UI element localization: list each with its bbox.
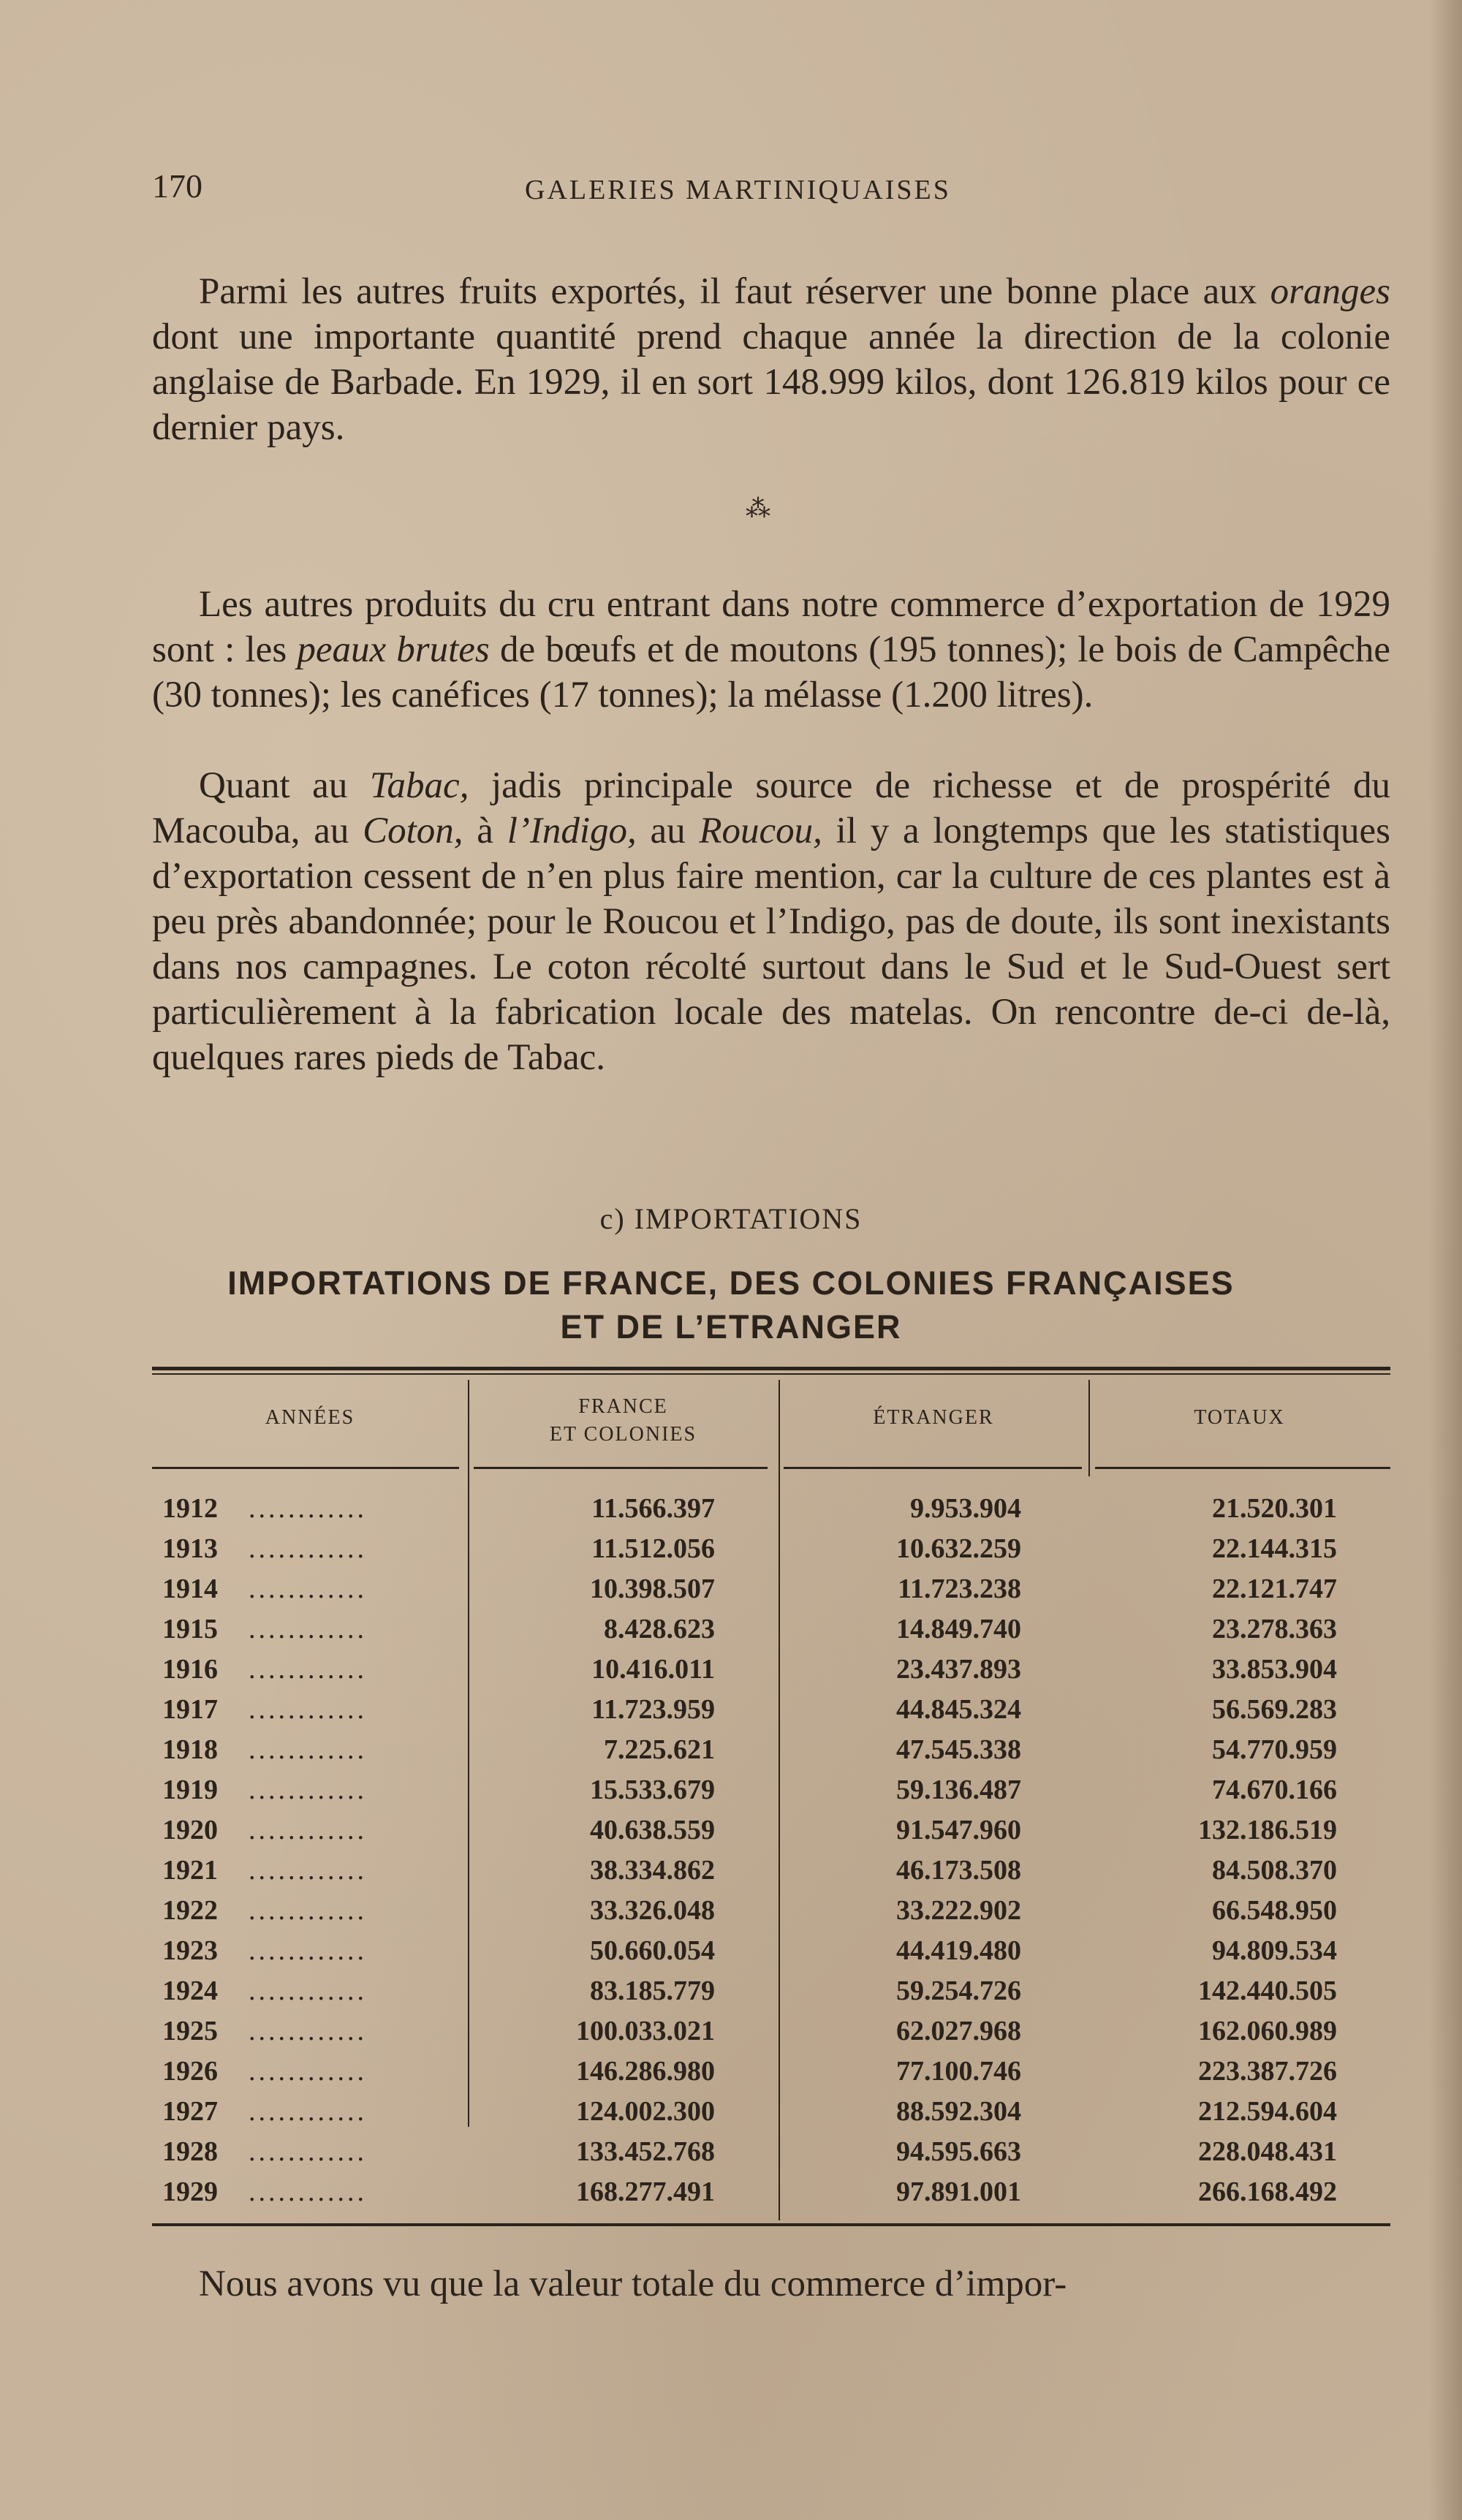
total-cell: 132.186.519 (1198, 1815, 1337, 1845)
france-cell: 124.002.300 (576, 2096, 715, 2127)
france-cell: 11.723.959 (591, 1694, 715, 1725)
france-cell: 133.452.768 (576, 2136, 715, 2167)
total-cell: 33.853.904 (1212, 1654, 1337, 1685)
header-underline (474, 1467, 768, 1469)
total-cell: 22.144.315 (1212, 1533, 1337, 1564)
year-cell: 1916 (162, 1654, 218, 1685)
france-cell: 100.033.021 (576, 2016, 715, 2046)
emphasis-peaux-brutes: peaux brutes (297, 629, 490, 670)
table-row (152, 1573, 1390, 1613)
year-cell: 1925 (162, 2016, 218, 2046)
table-body (152, 1492, 1390, 2216)
paragraph-text: Parmi les autres fruits exportés, il faut réserver une bonne place aux (199, 271, 1270, 312)
header-underline (1095, 1467, 1390, 1469)
asterism-separator: ⁂ (746, 496, 770, 523)
column-header-france (468, 1393, 779, 1449)
paragraph-text: de bœufs et de moutons (195 tonnes); le bois de Campêche (30 tonnes); les canéfices (17 tonnes); la mélasse (1.200 litres). (152, 629, 1390, 716)
table-row (152, 1533, 1390, 1573)
year-cell: 1918 (162, 1734, 218, 1765)
france-cell: 11.512.056 (591, 1533, 715, 1564)
total-cell: 23.278.363 (1212, 1614, 1337, 1644)
year-cell: 1919 (162, 1775, 218, 1805)
paragraph-text: à (463, 811, 507, 851)
leader-dots: ............ (249, 1976, 367, 2006)
leader-dots: ............ (249, 2096, 367, 2127)
paragraph-text: Quant au (199, 765, 370, 806)
total-cell: 74.670.166 (1212, 1775, 1337, 1805)
table-title-line1: IMPORTATIONS DE FRANCE, DES COLONIES FRANÇAISES (227, 1264, 1235, 1302)
column-header-totaux: TOTAUX (1194, 1406, 1285, 1429)
etranger-cell: 59.254.726 (896, 1976, 1021, 2006)
emphasis-oranges: oranges (1270, 271, 1390, 312)
paragraph-text: au (636, 811, 700, 851)
leader-dots: ............ (249, 1493, 367, 1524)
france-cell: 168.277.491 (576, 2176, 715, 2207)
france-cell: 15.533.679 (590, 1775, 715, 1805)
total-cell: 22.121.747 (1212, 1574, 1337, 1604)
table-row (152, 1935, 1390, 1975)
table-title-line2: ET DE L’ETRANGER (560, 1308, 902, 1346)
table-row (152, 2015, 1390, 2055)
etranger-cell: 44.845.324 (896, 1694, 1021, 1725)
header-underline (152, 1467, 459, 1469)
table-row (152, 1854, 1390, 1894)
total-cell: 21.520.301 (1212, 1493, 1337, 1524)
column-header-years: ANNÉES (265, 1406, 355, 1429)
total-cell: 212.594.604 (1198, 2096, 1337, 2127)
paragraph-text: Les autres produits du cru entrant dans notre commerce d’exportation de 1929 sont : les (152, 584, 1390, 670)
leader-dots: ............ (249, 2056, 367, 2087)
header-underline (784, 1467, 1082, 1469)
paragraph-tabac (152, 763, 1390, 1080)
paragraph-conclusion (152, 2261, 1390, 2307)
france-cell: 146.286.980 (576, 2056, 715, 2087)
table-top-rule-thin (152, 1373, 1390, 1375)
leader-dots: ............ (249, 1935, 367, 1966)
page-number: 170 (152, 167, 202, 205)
year-cell: 1913 (162, 1533, 218, 1564)
table-row (152, 1814, 1390, 1854)
etranger-cell: 97.891.001 (896, 2176, 1021, 2207)
paragraph-text: dont une importante quantité prend chaque année la direction de la colonie anglaise de Barbade. En 1929, il en sort 148.999 kilos, dont 126.819 kilos pour ce dernier pays. (152, 316, 1390, 448)
year-cell: 1915 (162, 1614, 218, 1644)
year-cell: 1926 (162, 2056, 218, 2087)
year-cell: 1917 (162, 1694, 218, 1725)
total-cell: 266.168.492 (1198, 2176, 1337, 2207)
year-cell: 1927 (162, 2096, 218, 2127)
year-cell: 1928 (162, 2136, 218, 2167)
table-row (152, 1774, 1390, 1814)
table-row (152, 2095, 1390, 2136)
table-row (152, 1613, 1390, 1653)
paragraph-text: Nous avons vu que la valeur totale du commerce d’impor- (199, 2263, 1067, 2304)
table-row (152, 1492, 1390, 1533)
etranger-cell: 46.173.508 (896, 1855, 1021, 1886)
year-cell: 1923 (162, 1935, 218, 1966)
total-cell: 162.060.989 (1198, 2016, 1337, 2046)
section-heading: c) IMPORTATIONS (599, 1202, 863, 1235)
etranger-cell: 33.222.902 (896, 1895, 1021, 1926)
etranger-cell: 47.545.338 (896, 1734, 1021, 1765)
table-top-rule (152, 1367, 1390, 1370)
etranger-cell: 62.027.968 (896, 2016, 1021, 2046)
france-cell: 10.398.507 (590, 1574, 715, 1604)
leader-dots: ............ (249, 2136, 367, 2167)
emphasis-indigo: l’Indigo, (507, 811, 637, 851)
leader-dots: ............ (249, 1654, 367, 1685)
year-cell: 1924 (162, 1976, 218, 2006)
paragraph-text: il y a longtemps que les statistiques d’exportation cessent de n’en plus faire mention, car la culture de ces plantes est à peu près abandonnée; pour le Roucou et l’Indigo, pas de doute, ils sont inexistants dans nos campagnes. Le coton récolté surtout dans le Sud et le Sud-Ouest sert particulièrement à la fabrication locale des matelas. On rencontre de-ci de-là, quelques rares pieds de Tabac. (152, 811, 1391, 1078)
france-cell: 40.638.559 (590, 1815, 715, 1845)
leader-dots: ............ (249, 2176, 367, 2207)
paragraph-oranges (152, 269, 1390, 450)
leader-dots: ............ (249, 1815, 367, 1845)
total-cell: 66.548.950 (1212, 1895, 1337, 1926)
leader-dots: ............ (249, 1855, 367, 1886)
total-cell: 84.508.370 (1212, 1855, 1337, 1886)
year-cell: 1912 (162, 1493, 218, 1524)
paragraph-other-products (152, 582, 1390, 718)
etranger-cell: 88.592.304 (896, 2096, 1021, 2127)
table-row (152, 1975, 1390, 2015)
france-cell: 11.566.397 (591, 1493, 715, 1524)
france-cell: 38.334.862 (590, 1855, 715, 1886)
etranger-cell: 94.595.663 (896, 2136, 1021, 2167)
table-row (152, 1894, 1390, 1935)
etranger-cell: 10.632.259 (896, 1533, 1021, 1564)
page-header (152, 167, 1366, 218)
year-cell: 1922 (162, 1895, 218, 1926)
etranger-cell: 9.953.904 (910, 1493, 1021, 1524)
leader-dots: ............ (249, 1775, 367, 1805)
table-row (152, 1693, 1390, 1734)
france-cell: 8.428.623 (604, 1614, 715, 1644)
etranger-cell: 91.547.960 (896, 1815, 1021, 1845)
total-cell: 228.048.431 (1198, 2136, 1337, 2167)
france-cell: 33.326.048 (590, 1895, 715, 1926)
year-cell: 1914 (162, 1574, 218, 1604)
etranger-cell: 77.100.746 (896, 2056, 1021, 2087)
emphasis-coton: Coton, (363, 811, 463, 851)
table-row (152, 2055, 1390, 2095)
running-title: GALERIES MARTINIQUAISES (525, 175, 951, 205)
leader-dots: ............ (249, 1574, 367, 1604)
imports-table (152, 1367, 1390, 2235)
etranger-cell: 44.419.480 (896, 1935, 1021, 1966)
france-cell: 50.660.054 (590, 1935, 715, 1966)
table-bottom-rule (152, 2223, 1390, 2226)
etranger-cell: 11.723.238 (898, 1574, 1021, 1604)
leader-dots: ............ (249, 1734, 367, 1765)
year-cell: 1920 (162, 1815, 218, 1845)
etranger-cell: 14.849.740 (896, 1614, 1021, 1644)
table-row (152, 2176, 1390, 2216)
table-row (152, 2136, 1390, 2176)
total-cell: 94.809.534 (1212, 1935, 1337, 1966)
total-cell: 54.770.959 (1212, 1734, 1337, 1765)
paragraph-text: jadis principale source de richesse et de prospérité du Macouba, au (152, 765, 1390, 851)
column-header-france-line2: ET COLONIES (549, 1423, 697, 1446)
leader-dots: ............ (249, 1694, 367, 1725)
year-cell: 1929 (162, 2176, 218, 2207)
france-cell: 10.416.011 (591, 1654, 715, 1685)
table-row (152, 1734, 1390, 1774)
leader-dots: ............ (249, 1533, 367, 1564)
column-header-etranger: ÉTRANGER (873, 1406, 994, 1429)
emphasis-tabac: Tabac, (369, 765, 469, 806)
leader-dots: ............ (249, 1895, 367, 1926)
total-cell: 142.440.505 (1198, 1976, 1337, 2006)
year-cell: 1921 (162, 1855, 218, 1886)
france-cell: 83.185.779 (590, 1976, 715, 2006)
etranger-cell: 59.136.487 (896, 1775, 1021, 1805)
page-edge-shadow (1428, 0, 1462, 2520)
etranger-cell: 23.437.893 (896, 1654, 1021, 1685)
total-cell: 56.569.283 (1212, 1694, 1337, 1725)
total-cell: 223.387.726 (1198, 2056, 1337, 2087)
leader-dots: ............ (249, 2016, 367, 2046)
leader-dots: ............ (249, 1614, 367, 1644)
column-header-france-line1: FRANCE (578, 1395, 668, 1418)
table-row (152, 1653, 1390, 1693)
emphasis-roucou: Roucou, (699, 811, 822, 851)
france-cell: 7.225.621 (604, 1734, 715, 1765)
